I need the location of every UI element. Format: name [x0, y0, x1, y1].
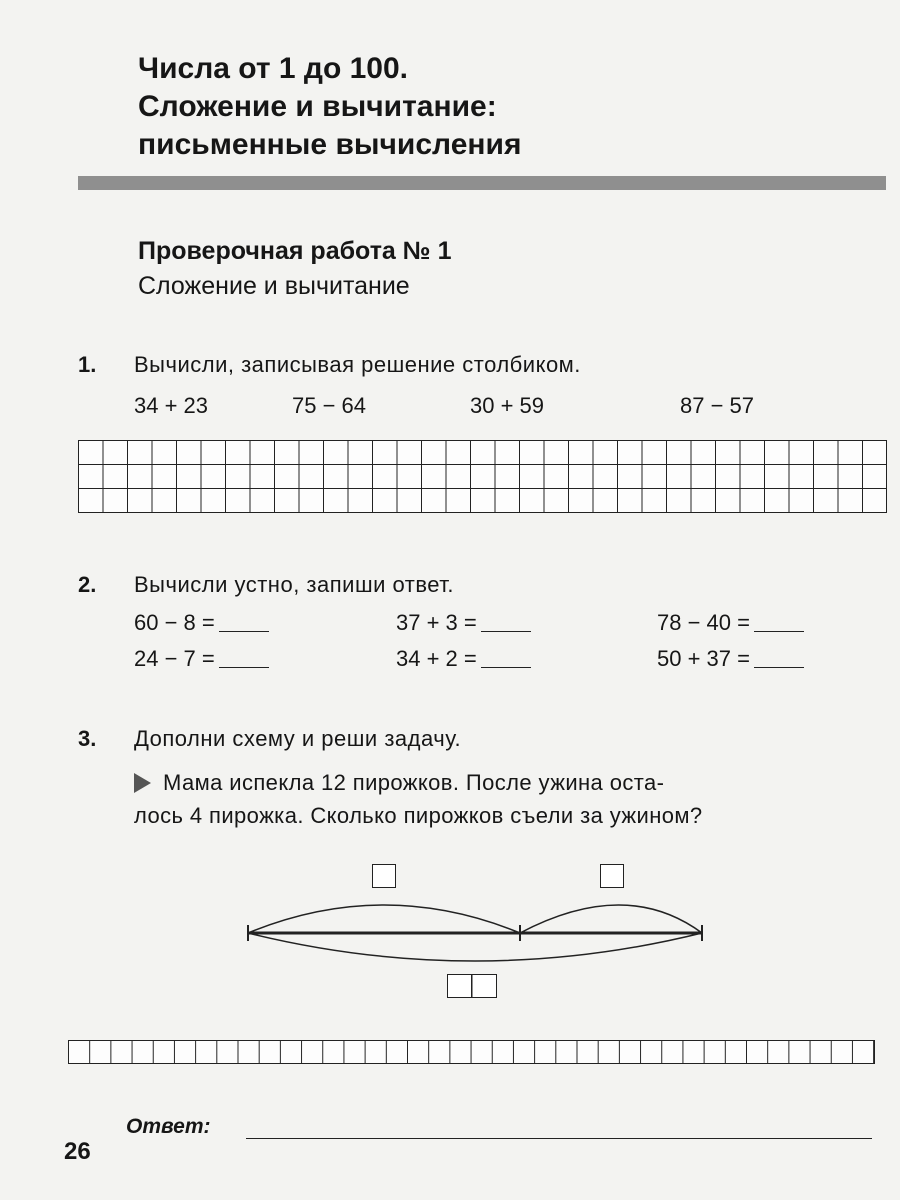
equation-text: 37 + 3 = — [396, 610, 477, 635]
equation-text: 24 − 7 = — [134, 646, 215, 671]
equation-text: 34 + 2 = — [396, 646, 477, 671]
equation-text: 50 + 37 = — [657, 646, 750, 671]
segment-scheme — [240, 895, 710, 965]
task-1-answer-grid[interactable] — [78, 440, 887, 513]
scheme-box-total[interactable] — [447, 974, 497, 998]
answer-line[interactable] — [246, 1138, 872, 1139]
task-2-number: 2. — [78, 572, 97, 597]
test-title: Проверочная работа № 1 — [138, 237, 452, 265]
problem-line-1: Мама испекла 12 пирожков. После ужина оста- — [163, 770, 665, 795]
test-subtitle: Сложение и вычитание — [138, 272, 410, 300]
answer-blank[interactable] — [754, 613, 804, 632]
title-divider-bar — [78, 176, 886, 190]
task-2-equation — [396, 646, 531, 672]
task-1-expression-3: 30 + 59 — [470, 393, 545, 418]
task-1-expression-1: 34 + 23 — [134, 393, 209, 418]
task-2-equation — [134, 646, 269, 672]
task-1-expression-4: 87 − 57 — [680, 393, 755, 418]
task-1-text: Вычисли, записывая решение столбиком. — [134, 352, 581, 377]
section-title-line-3: письменные вычисления — [138, 128, 522, 161]
task-2-equation — [134, 610, 269, 636]
answer-blank[interactable] — [481, 613, 531, 632]
section-title-line-1: Числа от 1 до 100. — [138, 52, 408, 85]
answer-blank[interactable] — [481, 649, 531, 668]
equation-text: 60 − 8 = — [134, 610, 215, 635]
problem-line-2: лось 4 пирожка. Сколько пирожков съели за ужином? — [134, 803, 703, 828]
scheme-arc-left — [248, 905, 520, 933]
scheme-arc-right — [520, 905, 702, 933]
scheme-box-left[interactable] — [372, 864, 396, 888]
section-title — [138, 50, 521, 164]
task-2-equation — [657, 646, 804, 672]
task-3-number: 3. — [78, 726, 97, 751]
task-1-expression-2: 75 − 64 — [292, 393, 367, 418]
answer-blank[interactable] — [754, 649, 804, 668]
equation-text: 78 − 40 = — [657, 610, 750, 635]
scheme-box-right[interactable] — [600, 864, 624, 888]
scheme-arc-total — [248, 933, 702, 961]
answer-blank[interactable] — [219, 613, 269, 632]
play-triangle-icon — [134, 773, 151, 793]
task-1-number: 1. — [78, 352, 97, 377]
page-number: 26 — [64, 1138, 91, 1165]
task-3-text: Дополни схему и реши задачу. — [134, 726, 462, 751]
section-title-line-2: Сложение и вычитание: — [138, 90, 497, 123]
task-2-equation — [657, 610, 804, 636]
answer-blank[interactable] — [219, 649, 269, 668]
answer-label: Ответ: — [126, 1115, 211, 1138]
task-3-problem-text — [134, 766, 703, 832]
task-2-equation — [396, 610, 531, 636]
task-2-text: Вычисли устно, запиши ответ. — [134, 572, 455, 597]
task-3-solution-grid[interactable] — [68, 1040, 875, 1064]
